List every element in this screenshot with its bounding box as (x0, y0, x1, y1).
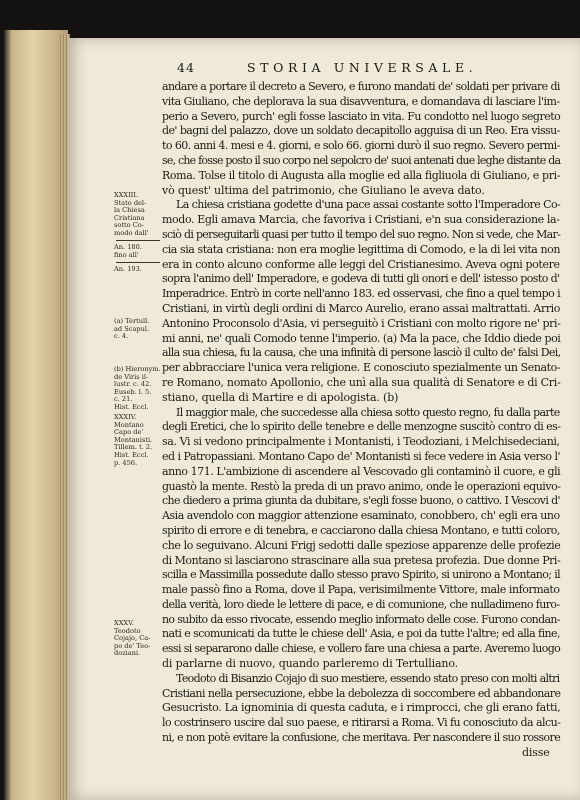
text-line: Roma. Tolse il titolo di Augusta alla moglie ed alla figliuola di Giuliano, e pri- (162, 168, 561, 182)
text-line: stiano, quella di Martire e di apologista. (b) (162, 390, 399, 404)
text-line: sa. Vi si vedono principalmente i Montanisti, i Teodoziani, i Melchisedeciani, (162, 435, 560, 449)
text-line: re Romano, nomato Apollonio, che unì alla sua qualità di Senatore e di Cri- (162, 375, 561, 389)
margin-note-line: ad Scapul. (114, 324, 150, 333)
margin-note-line: XXXIV. (114, 413, 137, 421)
text-line: di Montano si lasciarono strascinare alla sua pretesa profezia. Due donne Pri- (162, 553, 561, 567)
margin-note-a (114, 318, 166, 341)
margin-note-line: Capo de' (114, 428, 144, 437)
margin-rule (116, 262, 160, 263)
text-line: che diedero a prima giunta da dubitare, s'egli fosse buono, o cattivo. I Vescovi d' (162, 494, 560, 508)
margin-note-line: sotto Co- (114, 221, 144, 230)
text-line: di parlarne di nuovo, quando parleremo di Tertulliano. (162, 657, 458, 671)
text-line: essi si separarono dalle chiese, e vollero fare una chiesa a parte. Averemo luogo (162, 642, 561, 656)
body-text (162, 80, 560, 761)
book-binding (4, 30, 68, 800)
text-line: era in conto alcuno conforme alle leggi del Cristianesimo. Aveva ogni potere (162, 257, 560, 271)
text-line: disse (522, 745, 550, 759)
text-line: to 60. anni 4. mesi e 4. giorni, e solo 66. giorni durò il suo regno. Severo permi- (162, 139, 560, 153)
text-line: se, che fosse posto il suo corpo nel sepolcro de' suoi antenati due leghe distante da (162, 153, 561, 167)
text-line: andare a portare il decreto a Severo, e furono mandati de' soldati per privare di (162, 80, 560, 93)
text-line: spirito di errore e di tenebra, e cacciarono dalla chiesa Montano, e tutti coloro, (162, 523, 560, 537)
text-line: Gesucristo. La ignominia di questa caduta, e i rimprocci, che gli erano fatti, (162, 701, 561, 715)
running-title: STORIA UNIVERSALE. (247, 60, 478, 75)
margin-note-xxxiii (114, 192, 166, 238)
margin-note-xxxiv (114, 414, 166, 467)
margin-note-line: c. 4. (114, 332, 129, 341)
margin-note-line: An. 180. (114, 243, 142, 251)
text-line: Il maggior male, che succedesse alla chiesa sotto questo regno, fu dalla parte (176, 405, 560, 419)
margin-rule (116, 240, 160, 241)
margin-note-line: XXXV. (114, 619, 134, 627)
margin-note-xxxv (114, 620, 166, 658)
text-line: nati e scomunicati da tutte le chiese dell' Asia, e poi da tutte l'altre; ed alla fine, (162, 627, 560, 641)
text-line: Cristiani, in virtù degli ordini di Marco Aurelio, erano assai maltrattati. Arrio (162, 301, 561, 315)
margin-note-line: XXXIII. (114, 191, 138, 199)
text-line: guastò la mente. Restò la preda di un pravo animo, onde le operazioni equivo- (162, 479, 561, 493)
margin-note-line: doziani. (114, 649, 141, 658)
text-line: modo. Egli amava Marcia, che favoriva i Cristiani, e'n sua considerazione la- (162, 213, 560, 227)
margin-note-line: Teodoto (114, 626, 141, 635)
text-line: sciò di perseguitarli quasi per tutto il tempo del suo regno. Non si vede, che Mar- (162, 227, 561, 241)
margin-note-line: (b) Hieronym. (114, 365, 161, 373)
text-line: Antonino Proconsolo d'Asia, vi perseguitò i Cristiani con molto rigore ne' pri- (162, 316, 561, 330)
margin-note-line: modo dall' (114, 228, 149, 237)
text-line: Cristiani nella persecuzione, ebbe la debolezza di soccombere ed abbandonare (162, 686, 561, 700)
text-line: Imperadrice. Entrò in corte nell'anno 183. ed osservasi, che fino a quel tempo i (162, 287, 561, 301)
text-line: ni, e non potè evitare la confusione, che meritava. Per nascondere il suo rossore (162, 731, 561, 745)
margin-note-line: la Chiesa (114, 206, 145, 215)
text-line: mi anni, ne' quali Comodo tenne l'imperio. (a) Ma la pace, che Iddio diede poi (162, 331, 561, 345)
margin-note-line: de Viris il- (114, 372, 149, 381)
margin-note-line: po de' Teo- (114, 641, 151, 650)
margin-note-line: lustr. c. 42. (114, 380, 152, 389)
margin-note-line: fino all' (114, 250, 139, 259)
margin-note-line: Stato del- (114, 198, 147, 207)
text-line: ed i Patropassiani. Montano Capo de' Montanisti si fece vedere in Asia verso l' (162, 449, 561, 463)
text-line: lo costrinsero uscire dal suo paese, e ritirarsi a Roma. Vi fu conosciuto da alcu- (162, 716, 561, 730)
margin-note-line: Montanisti. (114, 435, 153, 444)
text-line: scilla e Massimilla possedute dallo stesso pravo Spirito, si unirono a Montano; il (162, 568, 561, 582)
margin-note-an180 (114, 244, 166, 259)
text-line: degli Eretici, che lo spirito delle tenebre e delle menzogne suscitò contro di es- (162, 420, 561, 434)
text-line: La chiesa cristiana godette d'una pace assai costante sotto l'Imperadore Co- (176, 198, 561, 212)
margin-note-line: Cristiana (114, 213, 145, 222)
text-line: cia sia stata cristiana: non era moglie legittima di Comodo, e la di lei vita non (162, 242, 560, 256)
text-line: vita Giuliano, che deplorava la sua disavventura, e domandava di lasciare l'im- (162, 94, 560, 108)
margin-note-line: p. 456. (114, 458, 138, 467)
text-line: che lo seguivano. Alcuni Frigj sedotti dalle speziose apparenze delle profezie (162, 538, 561, 552)
text-line: perio a Severo, purch' egli fosse lasciato in vita. Fu condotto nel luogo segreto (162, 109, 561, 123)
margin-note-b (114, 366, 166, 412)
page-number: 44 (177, 60, 195, 75)
text-line: no subito da esso rivocate, essendo meglio informato delle cose. Furono condan- (162, 612, 560, 626)
text-line: Asia avendolo con maggior attenzione esaminato, conobbero, ch' egli era uno (162, 509, 560, 523)
margin-note-line: Cojajo, Ca- (114, 634, 151, 643)
text-line: de' bagni del palazzo, dove un soldato decapitollo agguisa di un Reo. Era vissu- (162, 124, 560, 138)
margin-note-line: Euseb. l. 5. (114, 387, 152, 396)
margin-note-line: (a) Tertull. (114, 317, 150, 325)
margin-note-line: Montano (114, 420, 144, 429)
margin-note-line: Hist. Eccl. (114, 450, 149, 459)
text-line: Teodoto di Bisanzio Cojajo di suo mestiere, essendo stato preso con molti altri (176, 671, 560, 685)
text-line: anno 171. L'ambizione di ascendere al Vescovado gli contaminò il cuore, e gli (162, 464, 561, 478)
text-line: male passò fino a Roma, dove il Papa, verisimilmente Vittore, male informato (162, 583, 560, 597)
text-line: sopra l'animo dell' Imperadore, e godeva di tutti gli onori e dell' istesso posto d' (162, 272, 560, 286)
margin-note-line: Hist. Eccl. (114, 402, 149, 411)
margin-note-an193 (114, 266, 166, 274)
margin-note-line: An. 193. (114, 265, 142, 273)
text-line: della verità, loro diede le lettere di pace, e di comunione, che nulladimeno furo- (162, 597, 560, 611)
margin-note-line: Tillem. t. 2. (114, 443, 153, 452)
margin-note-line: c. 21. (114, 395, 133, 404)
text-line: vò quest' ultima del patrimonio, che Giuliano le aveva dato. (162, 183, 485, 197)
text-line: alla sua chiesa, fu la causa, che una infinità di persone lasciò il culto de' falsi Dei, (162, 346, 561, 360)
text-line: per abbracciare l'unica vera religione. E conosciuto spezialmente un Senato- (162, 361, 561, 375)
